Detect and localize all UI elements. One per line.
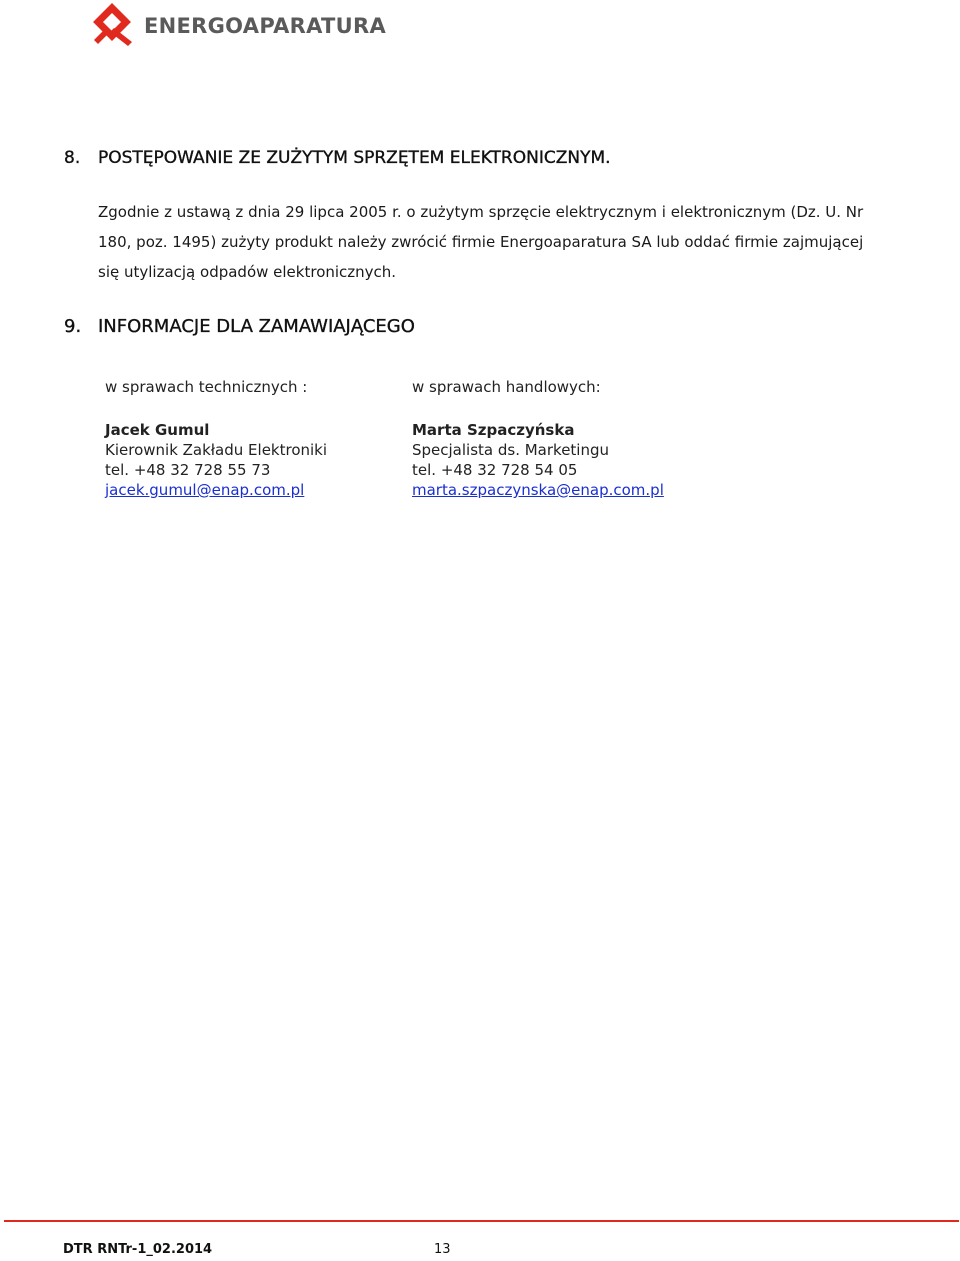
contact-header: w sprawach technicznych : [105,378,308,396]
footer-document-id: DTR RNTr-1_02.2014 [63,1242,213,1257]
contact-name: Marta Szpaczyńska [412,421,575,439]
paragraph-line: się utylizacją odpadów elektronicznych. [98,263,397,281]
footer-divider [4,1220,959,1222]
energoaparatura-logo-icon [88,2,138,50]
section-number: 8. [64,148,81,168]
technical-contact [105,377,327,500]
paragraph-line: 180, poz. 1495) zużyty produkt należy zwrócić firmie Energoaparatura SA lub oddać firmie zajmującej [98,233,864,251]
contact-role: Kierownik Zakładu Elektroniki [105,441,328,459]
contact-email-link[interactable]: marta.szpaczynska@enap.com.pl [412,481,664,499]
contact-name: Jacek Gumul [105,421,210,439]
section-title: POSTĘPOWANIE ZE ZUŻYTYM SPRZĘTEM ELEKTRONICZNYM. [98,148,611,168]
contact-phone: tel. +48 32 728 55 73 [105,461,271,479]
section-8-heading [64,148,611,168]
contact-email-link[interactable]: jacek.gumul@enap.com.pl [105,481,305,499]
contact-phone: tel. +48 32 728 54 05 [412,461,578,479]
footer-page-number: 13 [434,1242,451,1257]
contact-role: Specjalista ds. Marketingu [412,441,610,459]
section-8-paragraph [98,197,888,287]
section-number: 9. [64,316,82,337]
section-9-heading [64,316,415,337]
paragraph-line: Zgodnie z ustawą z dnia 29 lipca 2005 r. o zużytym sprzęcie elektrycznym i elektronicznym (Dz. U. Nr [98,203,864,221]
company-logo [88,2,386,50]
contact-header: w sprawach handlowych: [412,378,601,396]
commercial-contact [412,377,664,500]
section-title: INFORMACJE DLA ZAMAWIAJĄCEGO [98,316,415,337]
logo-text: ENERGOAPARATURA [144,14,387,38]
